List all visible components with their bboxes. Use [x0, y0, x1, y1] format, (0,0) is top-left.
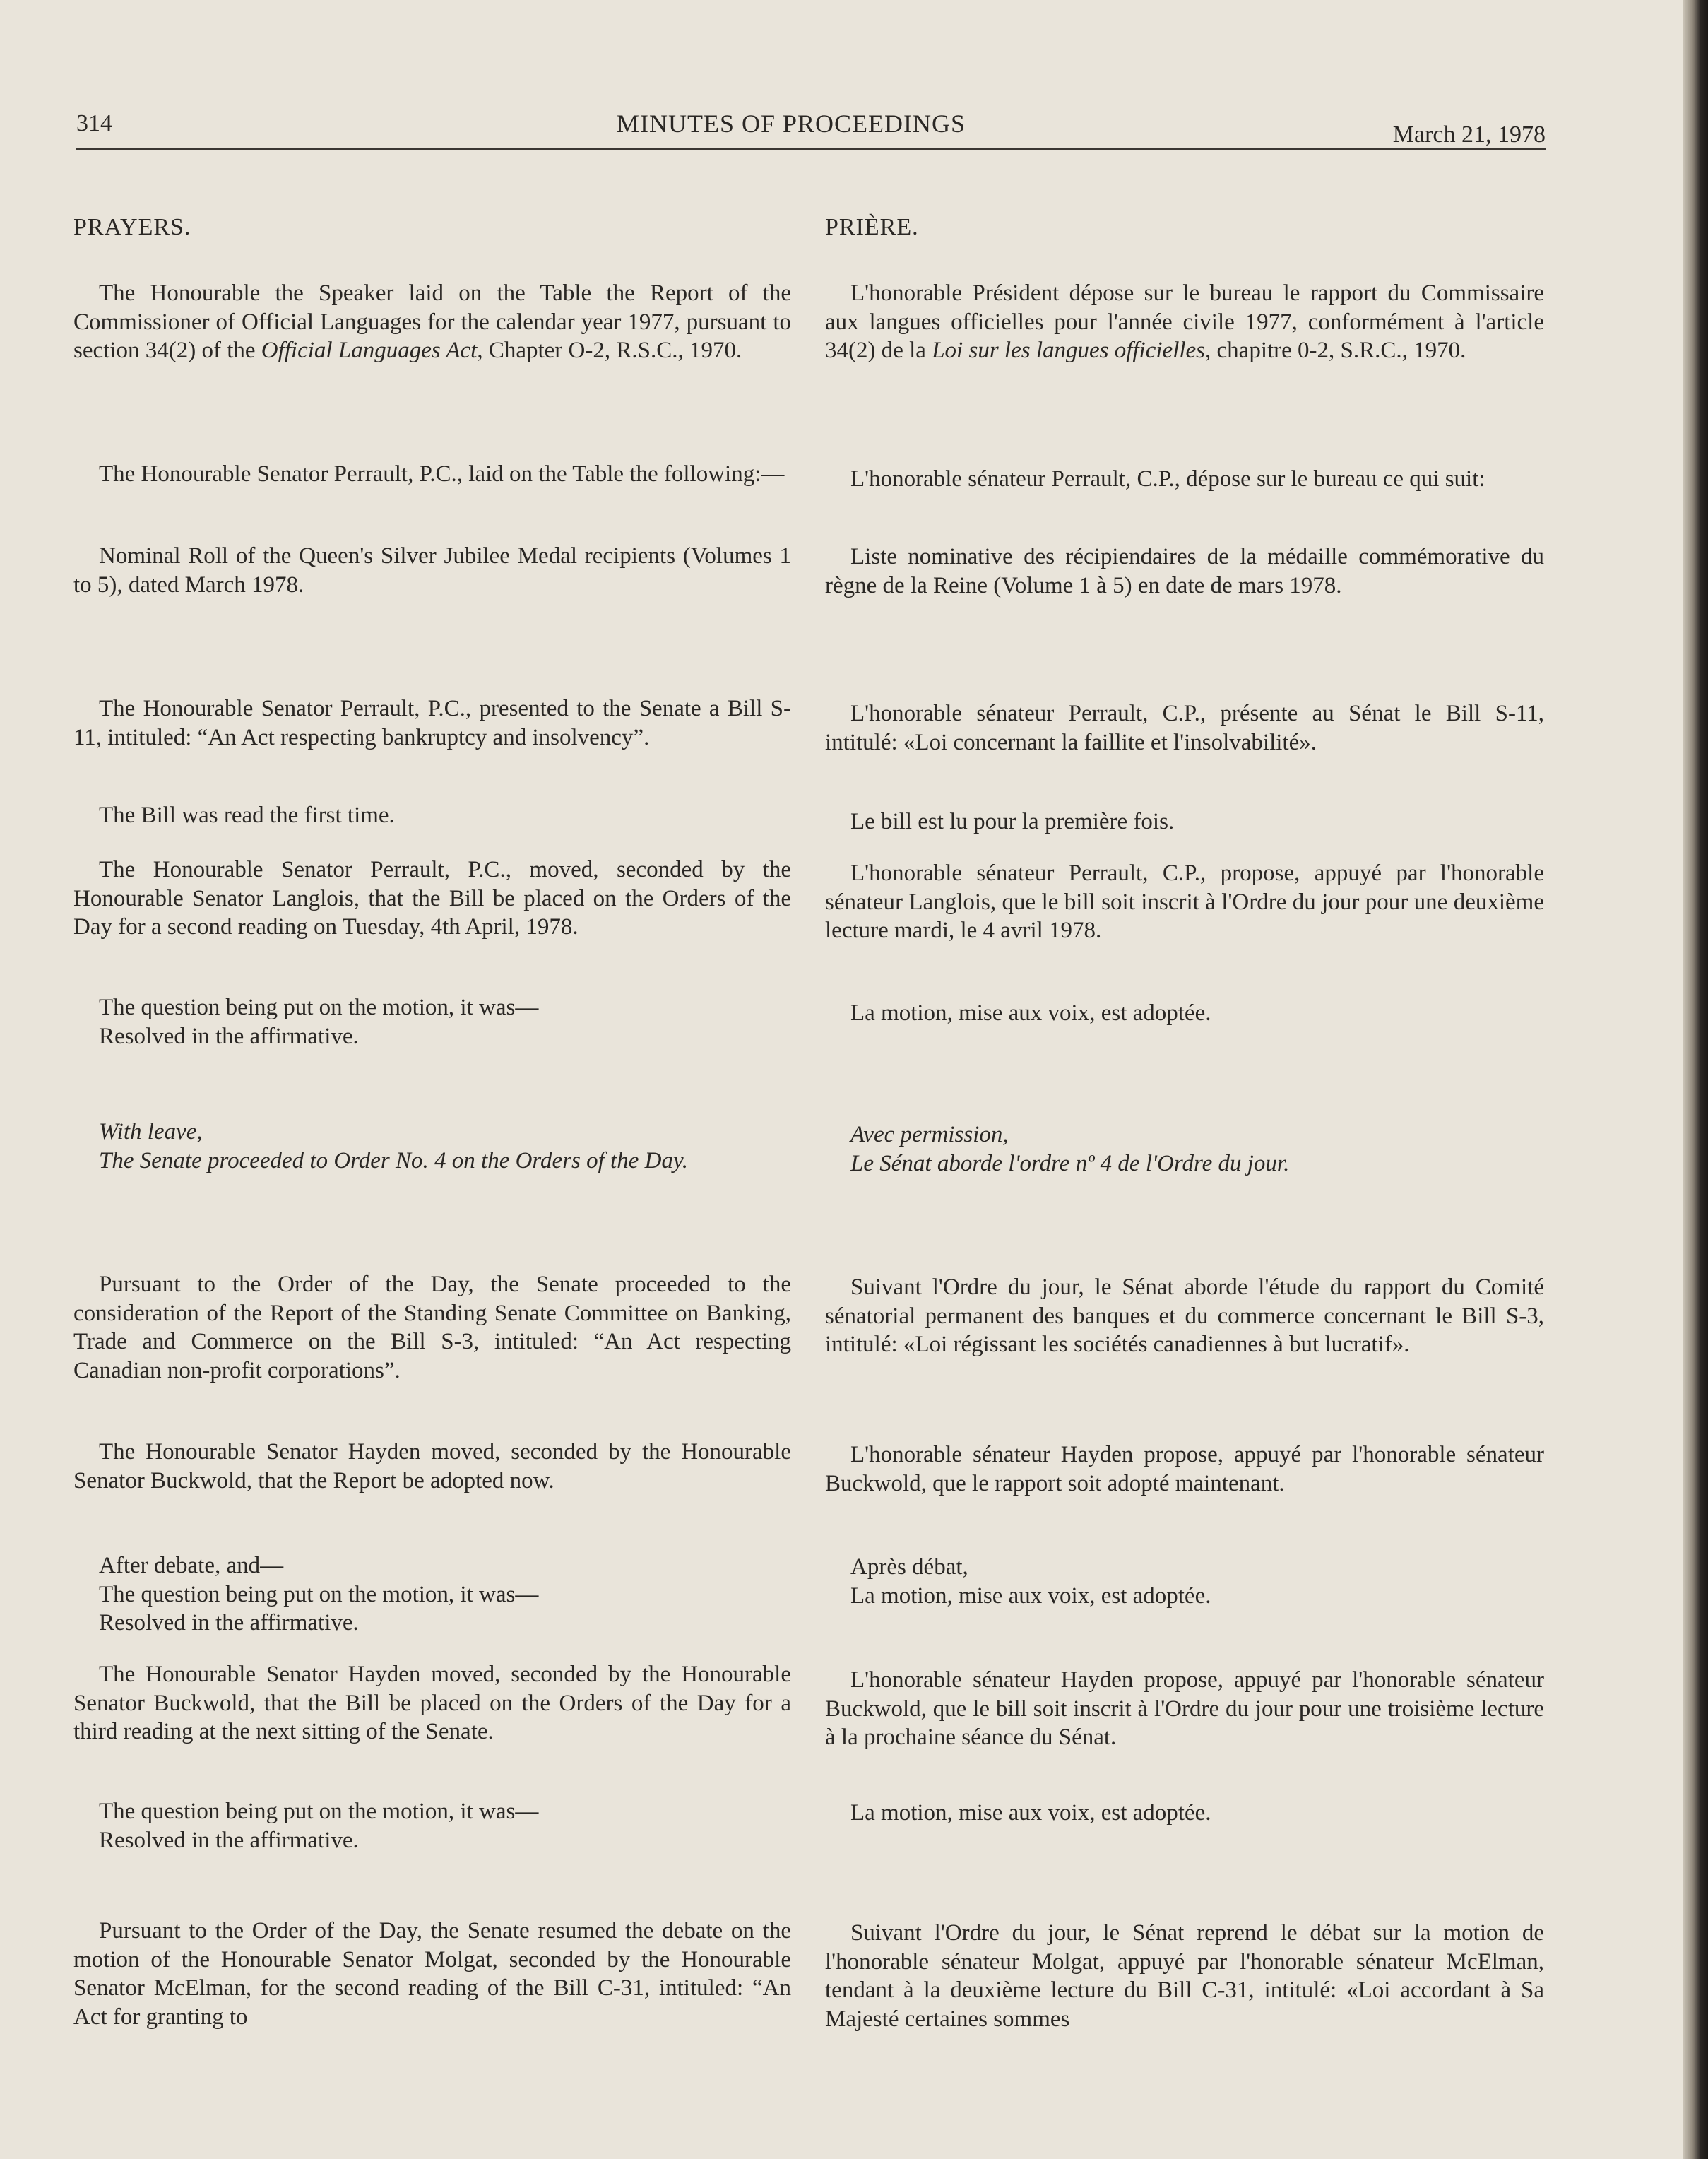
header-rule: [76, 148, 1546, 150]
perrault-depose-paragraph: L'honorable sénateur Perrault, C.P., dépose sur le bureau ce qui suit:: [850, 466, 1485, 492]
speaker-report-paragraph: The Honourable the Speaker laid on the Table the Report of the Commissioner of Official Languages for the calendar year 1977, pursuant to section 34(2) of the Official Languages Act, Chapter O-2, R.S.C., 1970.: [73, 280, 791, 363]
premiere-lecture-paragraph: Le bill est lu pour la première fois.: [850, 809, 1175, 834]
motion-adoptee-2: La motion, mise aux voix, est adoptée.: [850, 1800, 1211, 1826]
with-leave-paragraph: With leave, The Senate proceeded to Order No. 4 on the Orders of the Day.: [99, 1119, 689, 1173]
bill-s11-fr-paragraph: L'honorable sénateur Perrault, C.P., présente au Sénat le Bill S-11, intitulé: «Loi concernant la faillite et l'insolvabilité».: [825, 701, 1544, 755]
liste-nominative-paragraph: Liste nominative des récipiendaires de la médaille commémorative du règne de la Reine (Volume 1 à 5) en date de mars 1978.: [825, 544, 1544, 598]
prayers-heading: PRAYERS.: [73, 214, 191, 240]
perrault-tabled-paragraph: The Honourable Senator Perrault, P.C., laid on the Table the following:—: [99, 461, 785, 487]
header-date: March 21, 1978: [1392, 122, 1546, 148]
bill-c31-debate-paragraph: Pursuant to the Order of the Day, the Senate resumed the debate on the motion of the Honourable Senator Molgat, seconded by the Honourable Senator McElman, for the second reading of the Bill C-31, intituled: “An Act for granting to: [73, 1918, 791, 2030]
first-reading-paragraph: The Bill was read the first time.: [99, 803, 395, 828]
bill-s11-paragraph: The Honourable Senator Perrault, P.C., presented to the Senate a Bill S-11, intituled: “An Act respecting bankruptcy and insolvency”.: [73, 696, 791, 750]
page-title: MINUTES OF PROCEEDINGS: [617, 110, 966, 138]
bill-s3-rapport-fr-paragraph: Suivant l'Ordre du jour, le Sénat aborde l'étude du rapport du Comité sénatorial permanent des banques et du commerce concernant le Bill S-3, intitulé: «Loi régissant les sociétés canadiennes à but lucratif».: [825, 1274, 1544, 1357]
avec-permission-paragraph: Avec permission, Le Sénat aborde l'ordre nº 4 de l'Ordre du jour.: [850, 1122, 1290, 1176]
page-edge: [1683, 0, 1708, 2159]
troisieme-lecture-paragraph: L'honorable sénateur Hayden propose, appuyé par l'honorable sénateur Buckwold, que le bill soit inscrit à l'Ordre du jour pour une troisième lecture à la prochaine séance du Sénat.: [825, 1667, 1544, 1750]
after-debate-paragraph: After debate, and— The question being put on the motion, it was— Resolved in the affirmative.: [99, 1553, 539, 1635]
bill-s3-report-paragraph: Pursuant to the Order of the Day, the Senate proceeded to the consideration of the Report of the Standing Senate Committee on Banking, Trade and Commerce on the Bill S-3, intituled: “An Act respecting Canadian non-profit corporations”.: [73, 1272, 791, 1383]
hayden-report-motion-paragraph: The Honourable Senator Hayden moved, seconded by the Honourable Senator Buckwold, that the Report be adopted now.: [73, 1439, 791, 1493]
priere-heading: PRIÈRE.: [825, 214, 919, 240]
page-number: 314: [76, 110, 112, 136]
second-reading-motion-paragraph: The Honourable Senator Perrault, P.C., moved, seconded by the Honourable Senator Langlois, that the Bill be placed on the Orders of the Day for a second reading on Tuesday, 4th April, 1978.: [73, 857, 791, 940]
running-header: [76, 106, 1546, 150]
third-reading-motion-paragraph: The Honourable Senator Hayden moved, seconded by the Honourable Senator Buckwold, that the Bill be placed on the Orders of the Day for a third reading at the next sitting of the Senate.: [73, 1662, 791, 1744]
apres-debat-paragraph: Après débat, La motion, mise aux voix, est adoptée.: [850, 1554, 1211, 1609]
motion-resolved-1: The question being put on the motion, it was— Resolved in the affirmative.: [99, 995, 539, 1049]
motion-resolved-2: The question being put on the motion, it was— Resolved in the affirmative.: [99, 1799, 539, 1853]
hayden-rapport-fr-paragraph: L'honorable sénateur Hayden propose, appuyé par l'honorable sénateur Buckwold, que le rapport soit adopté maintenant.: [825, 1442, 1544, 1496]
motion-adoptee-1: La motion, mise aux voix, est adoptée.: [850, 1000, 1211, 1026]
president-rapport-paragraph: L'honorable Président dépose sur le bureau le rapport du Commissaire aux langues officielles pour l'année civile 1977, conformément à l'article 34(2) de la Loi sur les langues officielles, chapitre 0-2, S.R.C., 1970.: [825, 280, 1544, 363]
nominal-roll-paragraph: Nominal Roll of the Queen's Silver Jubilee Medal recipients (Volumes 1 to 5), dated March 1978.: [73, 543, 791, 598]
deuxieme-lecture-paragraph: L'honorable sénateur Perrault, C.P., propose, appuyé par l'honorable sénateur Langlois, que le bill soit inscrit à l'Ordre du jour pour une deuxième lecture mardi, le 4 avril 1978.: [825, 860, 1544, 943]
bill-c31-fr-paragraph: Suivant l'Ordre du jour, le Sénat reprend le débat sur la motion de l'honorable sénateur Molgat, appuyé par l'honorable sénateur McElman, tendant à la deuxième lecture du Bill C-31, intitulé: «Loi accordant à Sa Majesté certaines sommes: [825, 1920, 1544, 2032]
